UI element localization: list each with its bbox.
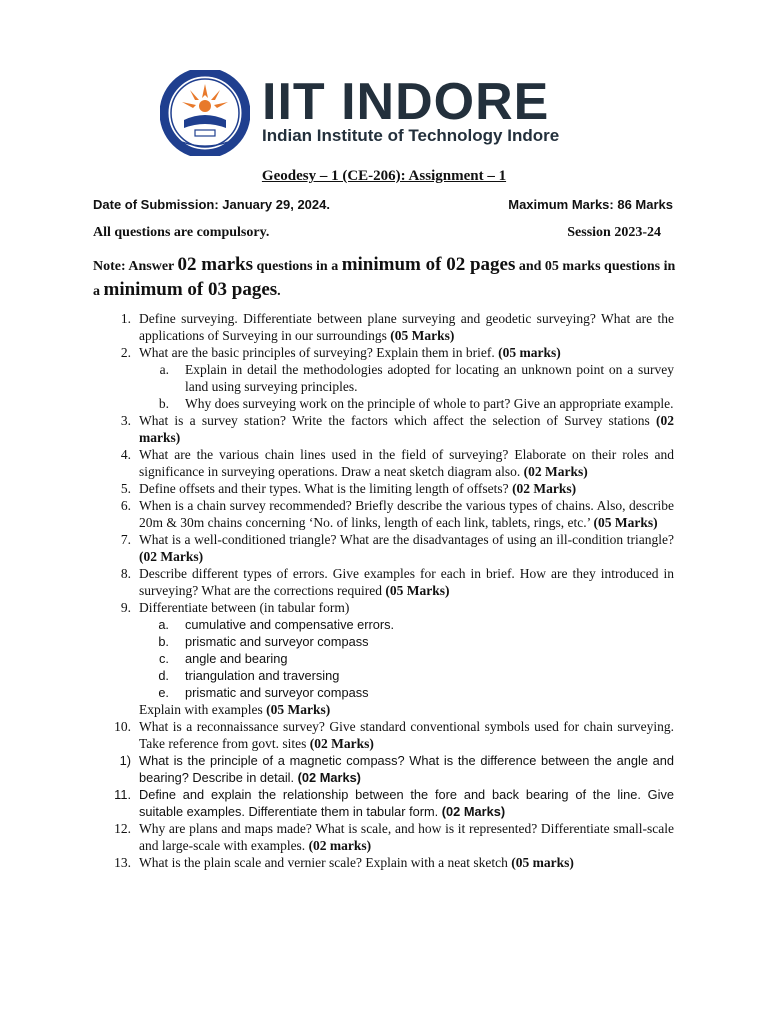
- list-item: b. prismatic and surveyor compass: [158, 634, 369, 649]
- list-item: c. angle and bearing: [159, 651, 288, 666]
- list-item: e. prismatic and surveyor compass: [158, 685, 369, 700]
- list-item: a. cumulative and compensative errors.: [158, 617, 395, 632]
- meta-row-session: [93, 225, 673, 241]
- submission-date: Date of Submission: January 29, 2024.: [93, 197, 330, 212]
- compulsory-note: All questions are compulsory.: [93, 225, 270, 240]
- list-item: 5. Define offsets and their types. What is the limiting length of offsets? (02 Marks): [120, 481, 577, 496]
- meta-row-dates: [93, 197, 673, 212]
- maximum-marks: Maximum Marks: 86 Marks: [508, 197, 673, 212]
- list-item: 12. Why are plans and maps made? What is scale, and how is it represented? Differentiate small-scale and large-scale with examples. (02 marks): [114, 821, 674, 853]
- list-item: 6. When is a chain survey recommended? Briefly describe the various types of chains. Also, describe 20m & 30m chains concerning ‘No. of links, length of each link, tablets, rings, etc.’ (05 Marks): [120, 498, 674, 530]
- list-item: 2. What are the basic principles of surveying? Explain them in brief. (05 marks): [120, 345, 561, 360]
- list-item: 7. What is a well-conditioned triangle? What are the disadvantages of using an ill-condition triangle? (02 Marks): [120, 532, 674, 564]
- list-item: 9. Differentiate between (in tabular form): [120, 600, 350, 615]
- institute-full-name: Indian Institute of Technology Indore: [262, 126, 560, 145]
- list-item: 1. Define surveying. Differentiate between plane surveying and geodetic surveying? What are the applications of Surveying in our surroundings (05 Marks): [120, 311, 674, 343]
- iit-indore-logo-icon: [160, 70, 250, 156]
- list-item: Explain with examples (05 Marks): [139, 702, 331, 717]
- list-item: 4. What are the various chain lines used in the field of surveying? Elaborate on their roles and significance in surveying operations. Draw a neat sketch diagram also. (02 Marks): [120, 447, 674, 479]
- list-item: 8. Describe different types of errors. Give examples for each in brief. How are they introduced in surveying? What are the corrections required (05 Marks): [120, 566, 674, 598]
- list-item: b. Why does surveying work on the principle of whole to part? Give an appropriate example.: [158, 396, 674, 411]
- list-item: a. Explain in detail the methodologies adopted for locating an unknown point on a survey land using surveying principles.: [159, 362, 674, 394]
- list-item: 13. What is the plain scale and vernier scale? Explain with a neat sketch (05 marks): [114, 855, 574, 870]
- question-list: [93, 310, 674, 871]
- answer-length-note: Note: Answer 02 marks questions in a minimum of 02 pages and 05 marks questions in a minimum of 03 pages.: [93, 254, 676, 300]
- list-item: 10. What is a reconnaissance survey? Give standard conventional symbols used for chain surveying. Take reference from govt. sites (02 Marks): [114, 719, 674, 751]
- institute-name: IIT INDORE: [262, 73, 550, 131]
- list-item: d. triangulation and traversing: [158, 668, 340, 683]
- list-item: 3. What is a survey station? Write the factors which affect the selection of Survey stations (02 marks): [120, 413, 674, 445]
- list-item: 11. Define and explain the relationship between the fore and back bearing of the line. Give suitable examples. Differentiate them in tabular form. (02 Marks): [114, 787, 674, 819]
- session-label: Session 2023-24: [567, 225, 661, 240]
- list-item: 1) What is the principle of a magnetic compass? What is the difference between the angle and bearing? Describe in detail. (02 Marks): [119, 753, 674, 785]
- institute-header: [160, 70, 620, 160]
- assignment-title: Geodesy – 1 (CE-206): Assignment – 1: [261, 168, 507, 184]
